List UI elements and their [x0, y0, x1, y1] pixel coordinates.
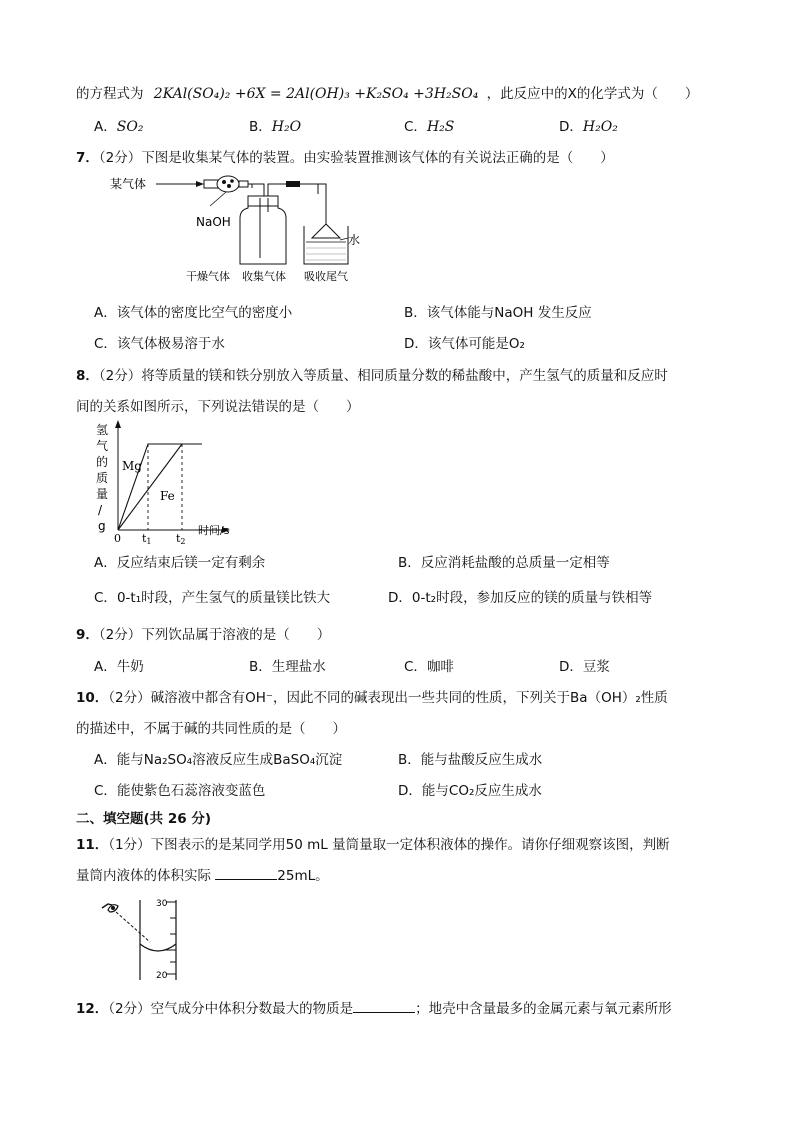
q9-stem: 9．（2分）下列饮品属于溶液的是（ ）: [76, 627, 331, 643]
sight-line: [116, 912, 150, 942]
x-tick-t2: t2: [176, 532, 186, 544]
x-tick-0: 0: [114, 532, 121, 544]
tick-20: 20: [156, 971, 168, 981]
chart-marks: [114, 444, 202, 544]
q7-number: 7．: [76, 150, 99, 166]
q10-stem-line2: 的描述中，不属于碱的共同性质的是（ ）: [76, 721, 346, 737]
naoh-label: NaOH: [196, 215, 231, 229]
q8-chart: [90, 420, 250, 544]
drying-tube-bulb: [217, 176, 239, 192]
naoh-pointer: [210, 192, 226, 206]
q11-number: 11．: [76, 837, 109, 853]
q8-option-d: D．0-t₂时段，参加反应的镁的质量与铁相等: [388, 590, 653, 606]
q11-stem-line2: 量筒内液体的体积实际 25mL。: [76, 868, 329, 884]
q6-option-b: B．H₂O: [249, 119, 302, 135]
series-label-mg: Mg: [122, 459, 142, 473]
q10-option-a: A．能与Na₂SO₄溶液反应生成BaSO₄沉淀: [94, 752, 343, 768]
answer-blank[interactable]: [353, 1000, 415, 1013]
q9-option-d: D．豆浆: [559, 659, 610, 675]
series-label-fe: Fe: [160, 489, 175, 503]
q10-score: （2分）: [108, 690, 151, 706]
q10-option-b: B．能与盐酸反应生成水: [398, 752, 543, 768]
q10-option-c: C．能使紫色石蕊溶液变蓝色: [94, 783, 266, 799]
answer-blank[interactable]: [215, 867, 277, 880]
section-heading: 二、填空题(共 26 分): [76, 811, 212, 827]
q6-stem: [76, 82, 698, 102]
q9-option-c: C．咖啡: [404, 659, 454, 675]
q9-option-a: A．牛奶: [94, 659, 144, 675]
q8-option-b: B．反应消耗盐酸的总质量一定相等: [398, 555, 610, 571]
q11-graduated-cylinder-figure: [100, 894, 190, 986]
y-axis-label-text: 氢气的质量/ g: [96, 423, 109, 533]
q7-option-c: C．该气体极易溶于水: [94, 336, 225, 352]
label-absorb-tail-gas: 吸收尾气: [304, 270, 348, 283]
arrow-head: [196, 181, 204, 187]
q6-tail: ，此反应中的X的化学式为（ ）: [486, 86, 699, 102]
q7-score: （2分）: [98, 150, 142, 166]
q7-option-a: A．该气体的密度比空气的密度小: [94, 305, 293, 321]
q7-option-b: B．该气体能与NaOH 发生反应: [404, 305, 592, 321]
q12-number: 12．: [76, 1001, 109, 1017]
y-axis-label: [96, 423, 108, 533]
q9-score: （2分）: [98, 627, 142, 643]
q10-number: 10．: [76, 690, 109, 706]
q12-stem: 12．（2分）空气成分中体积分数最大的物质是 ；地壳中含量最多的金属元素与氧元素所形: [76, 1001, 672, 1017]
q11-stem-line1: 11．（1分）下图表示的是某同学用50 mL 量筒量取一定体积液体的操作。请你仔细观察该图，判断: [76, 837, 670, 853]
label-dry-gas: 干燥气体: [186, 270, 230, 283]
q8-option-c: C．0-t₁时段，产生氢气的质量镁比铁大: [94, 590, 331, 606]
q10-stem-line1: 10．（2分）碱溶液中都含有OH⁻，因此不同的碱表现出一些共同的性质，下列关于Ba（OH）₂性质: [76, 690, 668, 706]
gas-in-label: 某气体: [110, 177, 147, 191]
q6-option-d: D．H₂O₂: [559, 119, 618, 135]
bottle-stopper: [248, 196, 278, 206]
q8-number: 8．: [76, 368, 99, 384]
label-collect-gas: 收集气体: [242, 270, 286, 283]
q6-lead: 的方程式为: [76, 86, 144, 102]
q6-equation: 2KAl(SO₄)₂ +6X = 2Al(OH)₃ +K₂SO₄ +3H₂SO₄: [153, 86, 479, 102]
water-label: 水: [348, 233, 361, 247]
q11-score: （1分）: [108, 837, 151, 853]
tick-30: 30: [156, 899, 168, 909]
q12-score: （2分）: [108, 1001, 151, 1017]
q8-score: （2分）: [98, 368, 142, 384]
q9-option-b: B．生理盐水: [249, 659, 326, 675]
inverted-funnel: [312, 224, 340, 238]
q9-number: 9．: [76, 627, 99, 643]
q8-stem-line2: 间的关系如图所示，下列说法错误的是（ ）: [76, 399, 360, 415]
q8-option-a: A．反应结束后镁一定有剩余: [94, 555, 266, 571]
q6-option-a: A．SO₂: [94, 119, 144, 135]
q6-option-c: C．H₂S: [404, 119, 455, 135]
q8-stem-line1: 8．（2分）将等质量的镁和铁分别放入等质量、相同质量分数的稀盐酸中，产生氢气的质量和反应时: [76, 368, 668, 384]
collection-bottle: [240, 206, 286, 264]
drying-tube-inlet: [204, 180, 218, 188]
q7-stem: [76, 146, 614, 166]
x-tick-t1: t1: [142, 532, 152, 544]
q7-option-d: D．该气体可能是O₂: [404, 336, 525, 352]
q10-option-d: D．能与CO₂反应生成水: [398, 783, 542, 799]
q7-apparatus-figure: [108, 168, 380, 284]
q7-text: 下图是收集某气体的装置。由实验装置推测该气体的有关说法正确的是（ ）: [141, 150, 614, 166]
series-fe: [118, 444, 182, 530]
x-axis-label: 时间/s: [198, 524, 230, 537]
